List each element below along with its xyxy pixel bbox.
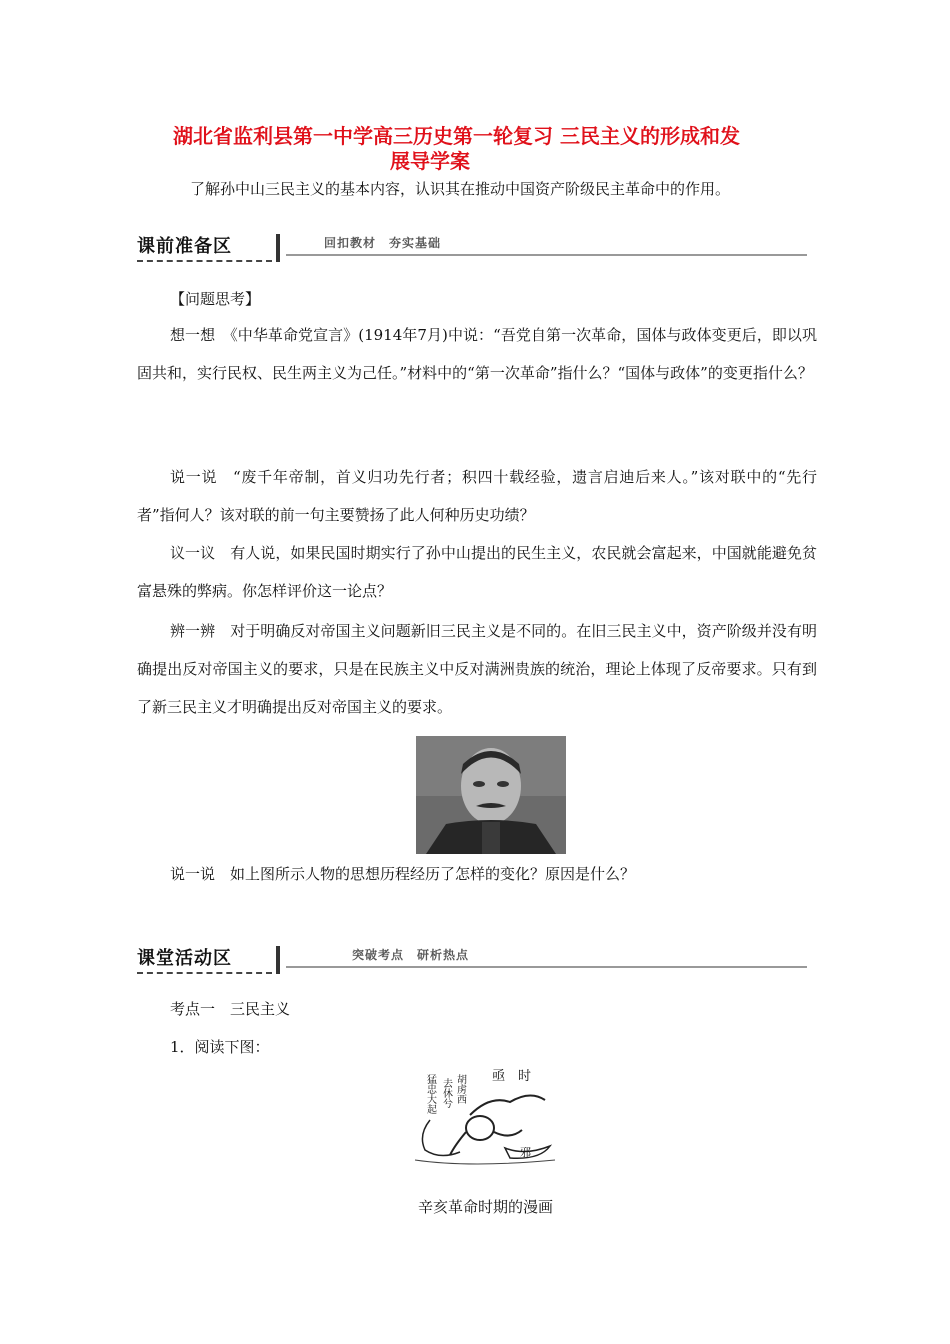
section-tag: 课前准备区 [137, 236, 232, 257]
dashed-underline [137, 972, 272, 974]
item-1: 1．阅读下图： [170, 1038, 270, 1056]
title-line-2: 展导学案 [390, 149, 470, 173]
cartoon-text-boat: 邪 [520, 1146, 531, 1159]
section-tag: 课堂活动区 [137, 948, 232, 969]
divider-bar [276, 234, 280, 262]
header-rule [286, 966, 807, 968]
cartoon-col-1: 胡虏西 [454, 1074, 466, 1104]
question-heading: 【问题思考】 [170, 290, 261, 308]
section-subtitle: 回扣教材 夯实基础 [324, 236, 442, 250]
question-distinguish: 辨一辨 对于明确反对帝国主义问题新旧三民主义是不同的。在旧三民主义中，资产阶级并没有明确提出反对帝国主义的要求，只是在民族主义中反对满洲贵族的统治，理论上体现了反帝要求。只有到了新三民主义才明确提出反对帝国主义的要求。 [137, 622, 817, 716]
header-rule [286, 254, 807, 256]
cartoon-caption: 辛亥革命时期的漫画 [418, 1198, 554, 1216]
portrait-photo [416, 736, 566, 854]
question-say-1: 说一说 “废千年帝制，首义归功先行者；积四十载经验，遗言启迪后来人。”该对联中的“先行者”指何人？该对联的前一句主要赞扬了此人何种历史功绩？ [137, 468, 817, 524]
cartoon-col-3: 猛忠大起 [424, 1074, 436, 1114]
section-header-prep [137, 232, 807, 262]
cartoon-image [410, 1060, 558, 1170]
section-subtitle: 突破考点 研析热点 [352, 948, 470, 962]
question-say-2: 说一说 如上图所示人物的思想历程经历了怎样的变化？原因是什么？ [170, 865, 636, 883]
question-discuss: 议一议 有人说，如果民国时期实行了孙中山提出的民生主义，农民就会富起来，中国就能避免贫富悬殊的弊病。你怎样评价这一论点？ [137, 544, 817, 600]
dashed-underline [137, 260, 272, 262]
cartoon-col-2: 去休兮 [440, 1078, 452, 1108]
document-title [150, 124, 840, 174]
question-think: 想一想 《中华革命党宣言》(1914年7月)中说：“吾党自第一次革命，国体与政体变更后，即以巩固共和，实行民权、民生两主义为己任。”材料中的“第一次革命”指什么？“国体与政体”的变更指什么？ [137, 326, 817, 382]
title-line-1: 湖北省监利县第一中学高三历史第一轮复习 三民主义的形成和发 [173, 124, 740, 148]
cartoon-text-top: 亟 时 [492, 1069, 532, 1084]
learning-goal: 了解孙中山三民主义的基本内容，认识其在推动中国资产阶级民主革命中的作用。 [190, 180, 731, 198]
section-header-class [137, 944, 807, 974]
topic-heading: 考点一 三民主义 [170, 1000, 291, 1018]
divider-bar [276, 946, 280, 974]
